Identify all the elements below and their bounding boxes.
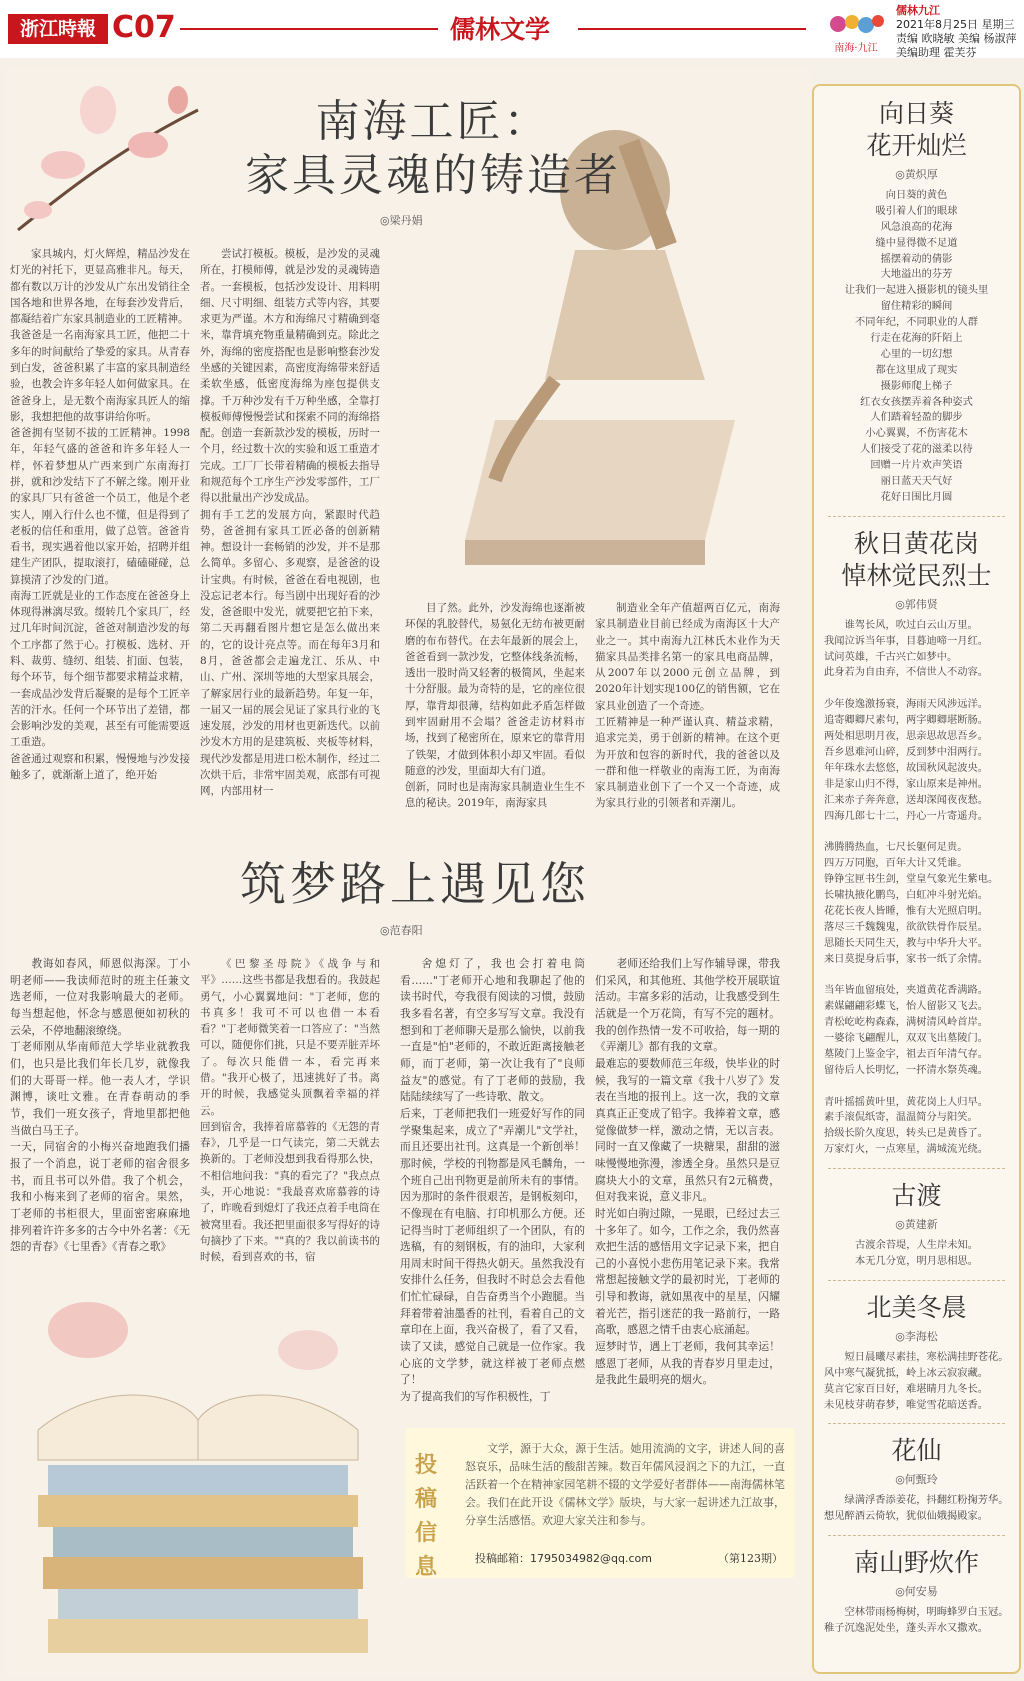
article2-column-1: 教诲如春风，师恩似海深。丁小明老师——我读师范时的班主任兼文选老师，一位对我影响最大的老师。每当想起他，怀念与感恩便如初秋的云朵，不停地翻滚缭绕。 丁老师刚从华南师范大学毕业就教我们，也只是比我们年长几岁，就像我们的大哥哥一样。他一表人才，学识渊博，谈吐文雅。在青春萌动的季节，我们一班女孩子，背地里都把他当做白马王子。 一天，同宿舍的小梅兴奋地跑我们播报了一个消息，说丁老师的宿舍很多书，而且书可以外借。我了个机会，我和小梅来到了老师的宿舍。果然，丁老师的书柜很大，里面密密麻麻地排列着许许多多的古今中外名著：《无怨的青春》《七里香》《青春之歌》	[10, 957, 190, 1254]
issue-number: （第123期）	[718, 1552, 783, 1565]
poem-4	[814, 1292, 1019, 1414]
article2-column-2: 《巴黎圣母院》《战争与和平》……这些书都是我想看的。我鼓起勇气，小心翼翼地问："丁老师，您的书真多！我可不可以也借一本看看？"丁老师微笑着一口答应了："当然可以，随便你们挑，只是不要弄脏弄坏了。每次只能借一本，看完再来借。"我开心极了，迅速挑好了书。离开的时候，我感觉头顶飘着幸福的祥云。 回到宿舍，我捧着席慕蓉的《无怨的青春》，几乎是一口气读完，第二天就去换新的。丁老师没想到我看得那么快，不相信地问我："真的看完了？"我点点头，开心地说："我最喜欢席慕蓉的诗了，昨晚看到熄灯了我还点着手电筒在被窝里看。我还把里面很多写得好的诗句摘抄了下来。""真的？我以前读书的时候，看到喜欢的书，宿	[200, 958, 380, 1264]
poem-author: ◎黄建新	[895, 1218, 938, 1232]
poem-1	[814, 86, 1019, 506]
poem-body: 向日葵的黄色 吸引着人们的眼球 风急浪高的花海 缝中显得微不足道 摇摆着动的倩影 大地溢出的芬芳 让我们一起进入摄影机的镜头里 留住精彩的瞬间 不同年纪，不同职业的人群 行走在花海的阡陌上 心里的一切幻想 都在这里成了现实 摄影师爬上梯子 红衣女孩摆弄着各种姿式 人们踏着轻盈的脚步 小心翼翼，不伤害花木 人们接受了花的滋柔以待 回赠一片片欢声笑语 丽日蓝天天气好 花好日围比月圆	[844, 189, 989, 503]
poem-body: 短日晨曦尽素挂，寒松满挂野苍花。 风中寒气凝犹抵，岭上冰云寂寂藏。 莫言它家百日好，难堪睛月九冬长。 未见枝芽萌春梦，唯觉雪花暗送香。	[824, 1350, 1009, 1411]
poem-author: ◎郭伟贤	[895, 597, 938, 611]
poem-author: ◎黄炽厚	[895, 168, 938, 181]
page-header	[0, 0, 1024, 58]
newspaper-logo: 浙江時報	[8, 14, 108, 44]
poem-2	[814, 528, 1019, 1158]
divider	[828, 516, 1005, 518]
poem-6	[814, 1547, 1019, 1637]
page-number: C07	[112, 10, 176, 45]
article1-title-line1: 南海工匠：	[315, 96, 551, 147]
flower-emblem-icon	[826, 12, 886, 36]
divider	[828, 1168, 1005, 1170]
article2-column-4: 老师还给我们上写作辅导课，带我们采风，和其他班、其他学校开展联谊活动。丰富多彩的活动，让我感受到生活就是一个万花筒，有写不完的题材。我的创作热情一发不可收拾，每一期的《弄潮儿》都有我的文章。 最难忘的要数师范三年级，快毕业的时候，我写的一篇文章《我十八岁了》发表在当地的报刊上。这一次，我的文章真真正正变成了铅字。我捧着文章，感觉像做梦一样，激动之情，无以言表。同时一直又像藏了一块糖果，甜甜的滋味慢慢地弥漫，渗透全身。虽然只是豆腐块大小的文章，虽然只有2元稿费，但对我来说，意义非凡。 时光如白驹过隙，一晃眼，已经过去三十多年了。如今，工作之余，我仍然喜欢把生活的感悟用文字记录下来，把自己的小喜悦小悲伤用笔记录下来。我常常想起接触文学的最初时光，丁老师的引导和教诲，就如黑夜中的星星，闪耀着光芒，指引迷茫的我一路前行，一路高歌，感恩之情千由衷心底涌起。 逗梦时节，遇上丁老师，我何其幸运！感恩丁老师，从我的青春岁月里走过，是我此生最明亮的烟火。	[595, 957, 780, 1387]
header-rule-right	[578, 28, 806, 30]
article1-column-4: 制造业全年产值超两百亿元，南海家具制造业目前已经成为南海区十大产业之一。其中南海九江林氏木业作为天猫家具品类排名第一的家具电商品牌，从2007年以2000元创立品牌，到2020年计划实现100亿的销售额，它在家具业创造了一个奇迹。 工匠精神是一种严谨认真、精益求精，追求完美，勇于创新的精神。在这个更为开放和包容的新时代，我的爸爸以及一群和他一样敬业的南海工匠，为南海家具制造业创下了一个又一个奇迹，成为家具行业的引领者和弄潮儿。	[595, 602, 780, 810]
editor-credits: 责编 欧晓敏 美编 杨淑萍	[896, 32, 1017, 45]
header-rule-left	[180, 28, 438, 30]
article2-column-3: 舍熄灯了，我也会打着电筒看……"丁老师开心地和我聊起了他的读书时代，夸我很有阅读的习惯，鼓励我多看名著，有空多写写文章。我没有想到和丁老师聊天是那么愉快，以前我一直是"怕"老师的，不敢近距离接触老师，而丁老师，第一次让我有了"良师益友"的感觉。有了丁老师的鼓励，我陆陆续续写了一些诗歌、散文。 后来，丁老师把我们一班爱好写作的同学聚集起来，成立了"弄潮儿"文学社，而且还要出社刊。这真是一个新创举！那时候，学校的刊物都是风毛麟角，一个班自己出刊物更是前所未有的事情。因为那时的条件很艰苦，是钢板刻印，不像现在有电脑、打印机那么方便。还记得当时丁老师组织了一个团队，有的选稿，有的刻钢板，有的油印，大家利用周末时间干得热火朝天。虽然我没有安排什么任务，但我时不时总会去看他们忙忙碌碌，自告奋勇当个小跑腿。当拜着带着油墨香的社刊，看着自己的文章印在上面，我兴奋极了，看了又看，读了又读，感觉自己就是一位作家。我心底的文学梦，就这样被丁老师点燃了！ 为了提高我们的写作积极性，丁	[400, 957, 585, 1404]
header-meta	[896, 4, 1017, 60]
divider	[828, 1423, 1005, 1425]
brand-subtitle: 南海·九江	[834, 43, 878, 54]
poem-title: 秋日黄花岗 悼林觉民烈士	[841, 528, 992, 590]
submission-email: 投稿邮箱：1795034982@qq.com	[475, 1552, 652, 1565]
poem-title: 南山野炊作	[853, 1548, 979, 1578]
poem-title: 花仙	[891, 1436, 942, 1466]
divider	[828, 1535, 1005, 1537]
article1-column-2: 尝试打模板。模板，是沙发的灵魂所在，打模师傅，就是沙发的灵魂铸造者。一套模板，包括沙发设计、用料明细、尺寸明细、组装方式等内容，其要求更为严谨。木方和海绵尺寸精确到毫米，靠背填充物重量精确到克。除此之外，海绵的密度搭配也是影响整套沙发坐感的关键因素，高密度海绵带来舒适柔软坐感，低密度海绵为座包提供支撑。千万种沙发有千万种坐感，全靠打模板师傅慢慢尝试和探索不同的海绵搭配。创造一套新款沙发的模板，历时一个月，经过数十次的实验和返工重造才完成。工厂厂长带着精确的模板去指导和规范每个工序生产沙发零部件，工厂得以批量出产沙发成品。 拥有手工艺的发展方向，紧跟时代趋势，爸爸拥有家具工匠必备的创新精神。想设计一套畅销的沙发，并不是那么简单。多留心、多观察，是爸爸的设计宝典。有时候，爸爸在看电视剧，也没忘记老本行。每当剧中出现好看的沙发，爸爸眼中发光，就要把它拍下来，第二天再翻看图片想它是怎么做出来的，它的设计亮点等。而在每年3月和8月，爸爸都会走遍龙江、乐从、中山、广州、深圳等地的大型家具展会，了解家居行业的最新趋势。年复一年，一届又一届的展会见证了家具行业的飞速发展，沙发的用材也更新迭代。以前沙发木方用的是建筑板、夹板等材料，现代沙发都是用进口松木制作，经过二次烘干后，非常牢固美观，底部有可视网，内部用材一	[200, 248, 380, 798]
brand-name: 儒林九江	[896, 4, 940, 17]
divider	[828, 1280, 1005, 1282]
poem-body: 谁驾长风，吹过白云山万里。 我闻泣诉当年事，目暮迪啼一月红。 试问英雄，千古兴亡如梦中。 此身若为自由弃，不信世人不动容。 少年俊逸激扬衰，海雨天风涉远洋。 追寄卿卿尺素句，两字卿卿堪断肠。 两处相思明月夜，思亲思故思吾乡。 吾乡恩难河山碎，反到梦中泪两行。 年年珠水去悠悠，故国秋风起波央。 非是家山归不得，家山原来是神州。 汇来赤子奔奔意，送却深闻夜夜愁。 四海几郎七十二，丹心一片寄遥舟。 沸腾腾热血，七尺长躯何足贵。 四万万同胞，百年大计又凭谁。 铮铮宝匣书生剑，堂皇气象光生紫电。 长啸执掖化鹏鸟，白虹冲斗射光焰。 花花长夜人皆睡，惟有大光照启明。 落尽三千魏魏鬼，欲欲铁骨作辰星。 思随长天同生天，教与中华升大平。 来日莫提身后事，家书一纸了余情。 当年皆血留痕处，夹道黄花香满路。 素媒翩翩彩蝶飞，怡人留影又飞去。 青松屹屹构森森，满树清风岭首岸。 一婆徐飞翩醒儿，双双飞出墓陵门。 墓陵门上鉴金字，祖去百年清气存。 留待后人长明忆，一抔清水祭英魂。 青叶摇摇黄叶里，黄花岗上人归早。 素手滚侃纸寄，温温简分与阳笑。 拾级长阶久度思，转头已是黄昏了。 万家灯火，一点寒星，满城流光绕。	[824, 618, 999, 1156]
article1-column-1: 家具城内，灯火辉煌，精品沙发在灯光的衬托下，更显高雅非凡。每天，都有数以万计的沙发从广东出发销往全国各地和世界各地，在每套沙发背后，都凝结着广东家具制造业的工匠精神。 我爸爸是一名南海家具工匠，他把二十多年的时间献给了挚爱的家具。从青春到白发，爸爸积累了丰富的家具制造经验，也教会许多年轻人如何做家具。在爸爸身上，是无数个南海家具匠人的缩影，我想把他的故事讲给你听。 爸爸拥有坚韧不拔的工匠精神。1998年，年轻气盛的爸爸和许多年轻人一样，怀着梦想从广西来到广东南海打拼，就和沙发结下了不解之缘。刚开业的家具厂只有爸爸一个员工，他是个老实人，刚入行什么也不懂，但是得到了老板的信任和重用，做了总管。爸爸肯看书，现实遇着他以家开始，招聘并组建生产团队，提取滚打，磕磕碰碰，总算摸清了沙发的门道。 南海工匠就是业的工作态度在爸爸身上体现得淋漓尽致。缀转几个家具厂，经过几年时间沉淀，爸爸对制造沙发的每个工序都了然于心。打模板、选材、开料、裁剪、缝纫、组装、扪面、包装，每个环节，每个细节都要求精益求精，一套成品沙发背后凝聚的是每个工匠辛苦的汗水。任何一个环节出了差错，都会影响沙发的美观，甚至有可能需要返工重造。 爸爸通过观察和积累，慢慢地与沙发接触多了，就渐渐上道了，绝开始	[10, 248, 190, 781]
article1-title-line2: 家具灵魂的铸造者	[245, 150, 621, 201]
poem-author: ◎何安易	[895, 1585, 938, 1599]
poem-author: ◎何甄玲	[895, 1473, 938, 1487]
brand-logo	[826, 12, 886, 54]
poem-body: 古渡余苔堤，人生岸未知。 本无几分宽，明月思相思。	[854, 1239, 978, 1267]
poem-3	[814, 1180, 1019, 1270]
issue-date: 2021年8月25日 星期三	[896, 18, 1015, 31]
notice-label: 投稿信息	[415, 1452, 438, 1580]
submission-notice	[405, 1428, 795, 1578]
poem-body: 绿满浮香添姜花，抖翻红粉掬芳华。 想见醉酒云倚软，犹似仙娥揭殿家。	[824, 1494, 1009, 1523]
poem-author: ◎李海松	[895, 1329, 938, 1343]
article1-column-3: 目了然。此外，沙发海绵也逐渐被环保的乳胶替代，易氨化无纺布被更耐磨的布布替代。在去年最新的展会上，爸爸看到一款沙发，它整体线条流畅，透出一股时尚又轻奢的极简风，坐起来十分舒服。最为奇特的是，它的座位很厚，靠背却很薄，结构如此矛盾怎样做到牢固耐用不会塌？爸爸走访材料市场，找到了秘密所在，原来它的靠背用了铁架，才做到体积小却又牢固。看似随意的沙发，里面却大有门道。 创新，同时也是南海家具制造业生生不息的秘诀。2019年，南海家具	[405, 602, 585, 810]
article2-title: 筑梦路上遇见您	[240, 857, 590, 911]
poem-5	[814, 1435, 1019, 1525]
article1-author: ◎梁丹娟	[380, 214, 423, 227]
article1-title	[245, 95, 621, 203]
poem-title: 古渡	[891, 1181, 942, 1211]
poem-title: 北美冬晨	[866, 1292, 967, 1322]
editor-assistant: 美编助理 霍芙芬	[896, 46, 977, 59]
magnolia-illustration	[8, 70, 208, 250]
poetry-sidebar	[812, 84, 1021, 1674]
notice-text: 文学，源于大众，源于生活。她用流淌的文字，讲述人间的喜怒哀乐，品味生活的酸甜苦辣。数百年儒风浸润之下的九江，一直活跃着一个在精神家园笔耕不辍的文学爱好者群体——南海儒林笔会。我们在此开设《儒林文学》版块，与大家一起讲述九江故事，分享生活感悟。欢迎大家关注和参与。	[465, 1442, 785, 1527]
article2-author: ◎范春阳	[380, 924, 423, 937]
books-illustration	[8, 1290, 388, 1670]
section-title: 儒林文学	[450, 15, 551, 44]
poem-title: 向日葵 花开灿烂	[866, 99, 967, 160]
poem-body: 空林带雨杨梅树，明晦蜂罗白玉冠。 稚子沉逸泥处坐，蓬头弄水又撒欢。	[824, 1606, 1009, 1635]
